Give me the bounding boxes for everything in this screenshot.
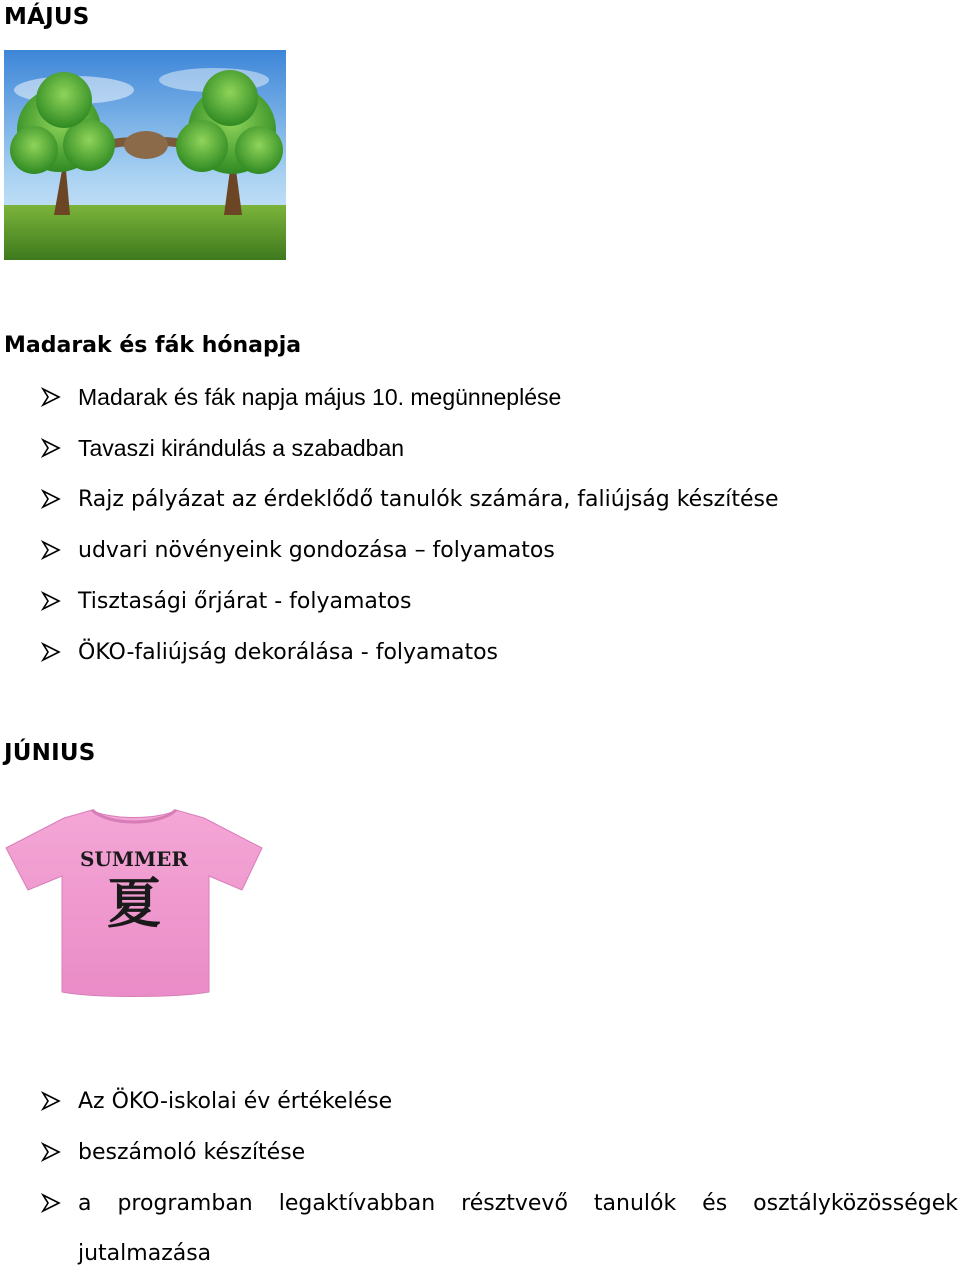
arrow-bullet-icon (40, 590, 62, 612)
list-item (40, 483, 779, 515)
may-heading: MÁJUS (4, 4, 90, 30)
list-item-text: ÖKO-faliújság dekorálása - folyamatos (78, 639, 498, 665)
list-item (40, 585, 411, 617)
list-item (40, 381, 561, 413)
list-item (40, 1085, 392, 1117)
arrow-bullet-icon (40, 488, 62, 510)
word: programban (117, 1190, 253, 1216)
list-item-text: beszámoló készítése (78, 1139, 306, 1165)
arrow-bullet-icon (40, 1192, 62, 1214)
list-item-text: Tavaszi kirándulás a szabadban (78, 434, 405, 461)
list-item-text: Rajz pályázat az érdeklődő tanulók számára, faliújság készítése (78, 486, 779, 512)
word: a (78, 1190, 92, 1216)
june-heading: JÚNIUS (4, 740, 96, 766)
word: résztvevő (461, 1190, 568, 1216)
arrow-bullet-icon (40, 641, 62, 663)
list-item-text: udvari növényeink gondozása – folyamatos (78, 537, 555, 563)
trees-handshake-image (4, 50, 286, 260)
shirt-summer-text: SUMMER (79, 847, 189, 871)
list-item (40, 636, 498, 668)
shirt-glyph: 夏 (107, 872, 161, 935)
summer-tshirt-image (4, 804, 266, 1000)
list-item (40, 1187, 958, 1219)
word: tanulók (593, 1190, 677, 1216)
arrow-bullet-icon (40, 1141, 62, 1163)
arrow-bullet-icon (40, 386, 62, 408)
word: és (702, 1190, 728, 1216)
list-item-text: Tisztasági őrjárat - folyamatos (78, 588, 412, 614)
list-item-continuation: jutalmazása (78, 1241, 212, 1266)
arrow-bullet-icon (40, 1090, 62, 1112)
word: osztályközösségek (753, 1190, 958, 1216)
list-item (40, 1136, 305, 1168)
word: legaktívabban (278, 1190, 436, 1216)
list-item (40, 534, 555, 566)
arrow-bullet-icon (40, 437, 62, 459)
list-item-text: Madarak és fák napja május 10. megünneplése (78, 383, 562, 410)
may-subheading: Madarak és fák hónapja (4, 333, 302, 358)
list-item (40, 432, 404, 464)
arrow-bullet-icon (40, 539, 62, 561)
list-item-text (78, 1191, 958, 1216)
list-item-text: Az ÖKO-iskolai év értékelése (78, 1088, 393, 1114)
